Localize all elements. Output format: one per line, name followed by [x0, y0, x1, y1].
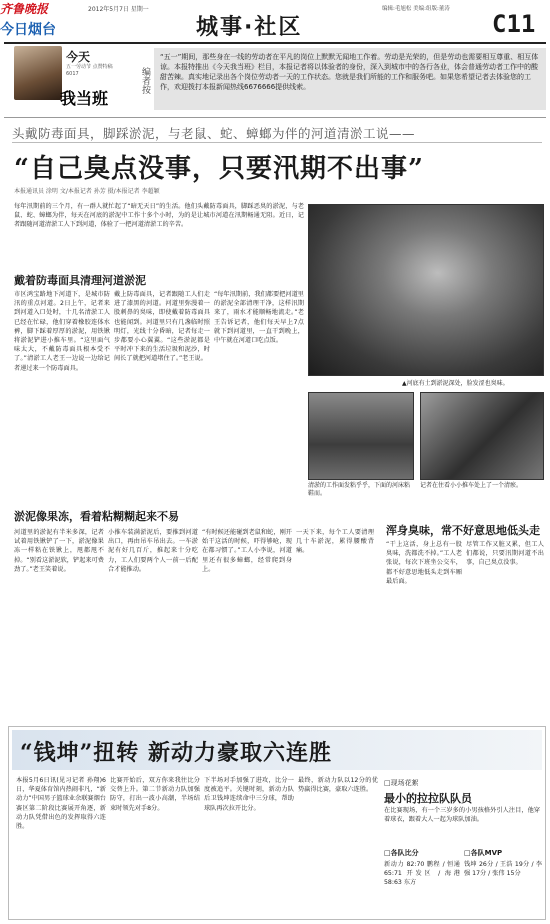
page-number: C11 — [492, 10, 536, 38]
column-sub: 五一劳动节 点赞特稿 6017 — [66, 64, 113, 77]
article-col-5: 小推车装满淤泥后，要推到河道出口，再由吊车吊出去。一车淤泥有好几百斤，推起来十分吃力，工人们要两个人一前一后配合才能推动。 — [108, 529, 198, 573]
sports-col-2: 比赛开始后，双方你来我往比分交替上升。第二节新动力队加强防守，打出一波小高潮，半场结束时领先对手8分。 — [110, 777, 200, 812]
sidebar-title: □现场花絮 — [384, 779, 419, 787]
column-today: 今天 — [66, 50, 91, 64]
column-promo — [4, 46, 546, 118]
sports-col-1: 本报5月6日讯(见习记者 孙翔)6日，华夏体育馆内热闹非凡，“新动力”中国男子篮球业余联赛烟台赛区第二阶段比赛展开角逐，新动力队凭借出色的发挥取得六连胜。 — [16, 777, 106, 831]
masthead-rule — [4, 42, 546, 44]
section-title: 城事·社区 — [196, 15, 303, 40]
kicker-rule — [12, 142, 542, 143]
photo-small-1 — [308, 392, 414, 480]
article-col-2: 戴上防毒面具，记者跟随工人们走进了漆黑的河道。河道里弥漫着一股刺鼻的臭味，即使戴着防毒面具也能闻到。河道里只有几盏临时照明灯，光线十分昏暗，记者每走一步都要小心翼翼。“这些淤泥都是平时冲下来的生活垃圾和泥沙，时间长了就把河道堵住了。”老王说。 — [114, 291, 210, 363]
article-col-3: “每年汛期前，我们都要把河道里的淤泥全部清理干净，这样汛期来了，雨水才能顺畅地流走。”老王告诉记者，他们每天早上7点就下到河道里，一直干到晚上，中午就在河道口吃点饭。 — [214, 291, 304, 345]
photo-small-1-caption: 清淤的工作面发粘乎乎，下面的河床粘鞋而。 — [308, 482, 411, 497]
scores-title: □各队比分 — [384, 849, 419, 857]
editor-note: “五一”期间，那些身在一线的劳动者在平凡的岗位上默默无闻地工作着。劳动是光荣的，但是劳动也需要相互尊重、相互体谅。本报特推出《今天我当班》栏目，本报记者将以体验者的身份，深入到城市中的各行各业，体会普通劳动者工作中的酸甜苦辣。真实地记录出各个岗位劳动者一天的工作状态。您就是我们所能的工作和服务吧。如果您希望记者去体验您的工作，欢迎拨打本报新闻热线6676666提供线索。 — [154, 48, 546, 110]
column-name: 我当班 — [60, 89, 109, 108]
subhead-2: 淤泥像果冻，看着粘糊糊起来不易 — [14, 510, 179, 523]
sports-col-4: 最终，新动力队以12分的优势赢得比赛，豪取六连胜。 — [298, 777, 378, 794]
editor-note-label: 编者按 — [140, 66, 150, 94]
photo-small-2 — [420, 392, 544, 480]
scores-list: 新动力 82:70 鹏程 / 恒通 65:71 开发区 / 海港 58:63 东方 — [384, 861, 460, 887]
subhead-1: 戴着防毒面具清理河道淤泥 — [14, 274, 146, 287]
article-col-4: 河道里的淤泥有半米多深，记者试着用铁锹铲了一下，淤泥像果冻一样粘在铁锹上，甩都甩不掉。“别看这淤泥软，铲起来可费劲了。”老王笑着说。 — [14, 529, 104, 573]
reporter-photo — [14, 46, 62, 100]
sidebar-headline: 最小的拉拉队队员 — [384, 792, 472, 805]
article-col-6: “有时候还能碰到老鼠和蛇，刚开始干这活的时候，吓得够呛，现在都习惯了。”工人小李说，河道里还有很多蟑螂，经常爬到身上。 — [202, 529, 292, 573]
sports-headline: “钱坤”扭转 新动力豪取六连胜 — [20, 740, 332, 766]
sports-col-3: 下半场对手加强了进攻，比分一度被追平。关键时刻，新动力队后卫钱坤连续命中三分球，帮助球队再次拉开比分。 — [204, 777, 294, 812]
mvp-list: 钱坤 26分 / 王浩 19分 / 李强 17分 / 张伟 15分 — [464, 861, 542, 878]
subhead-3: 浑身臭味，常不好意思地低头走 — [386, 524, 540, 537]
sidebar-text: 在比赛现场，有一个三岁多的小男孩格外引人注目，他穿着球衣，跟着大人一起为球队加油。 — [384, 807, 540, 824]
article-lead: 每年汛期前的三个月，有一群人就忙起了“暗无天日”的生活。他们头戴防毒面具，脚踩恶臭的淤泥，与老鼠、蛇、蟑螂为伴，每天在河底的淤泥中工作十多个小时，为的是让城市河道在汛期畅通无阻。近日，记者跟随河道清淤工人下到河道，体验了一把河道清淤工的辛苦。 — [14, 203, 304, 229]
article-col-1: 市区鸿宝路地下河道下，是城市防汛的重点河道。2日上午，记者来到河道入口处时，十几名清淤工人已经在忙碌，他们穿着橡胶连体水裤，脚下踩着厚厚的淤泥，用铁锹将淤泥铲进小推车里。“这里面气味太大，不戴防毒面具根本受不了。”清淤工人老王一边说一边给记者递过来一个防毒面具。 — [14, 291, 110, 372]
date-line: 2012年5月7日 星期一 — [88, 6, 149, 13]
article-kicker: 头戴防毒面具，脚踩淤泥，与老鼠、蛇、蟑螂为伴的河道清淤工说—— — [12, 126, 416, 141]
article-byline: 本报通讯员 涂明 文/本报记者 孙芳 摄/本报记者 李超颖 — [14, 188, 160, 195]
article-headline: “自己臭点没事，只要汛期不出事” — [14, 154, 424, 184]
paper-name: 齐鲁晚报 — [0, 2, 49, 16]
main-photo-caption: ▲河底有土到淤泥深处，脸发涩也臭味。 — [402, 380, 509, 387]
photo-small-2-caption: 记者在住看小小推车处上了一个清瘀。 — [420, 482, 523, 489]
article-col-8: “干上这活，身上总有一股臭味，洗都洗不掉。”工人老张说，每次下班坐公交车，都不好意思地低头走到车厢最后面。 — [386, 541, 462, 585]
masthead-logo — [0, 0, 82, 36]
main-photo — [308, 204, 544, 376]
mvp-title: □各队MVP — [464, 849, 503, 857]
edition-name: 今日烟台 — [0, 22, 56, 38]
article-col-9: 尽管工作又脏又累，但工人们都说，只要汛期河道不出事，自己臭点没事。 — [466, 541, 544, 567]
article-col-7: 一天下来，每个工人要清理几十车淤泥，累得腰酸背痛。 — [296, 529, 374, 555]
editors-line: 编辑:毛旭松 美编:组版:董涛 — [382, 6, 450, 12]
